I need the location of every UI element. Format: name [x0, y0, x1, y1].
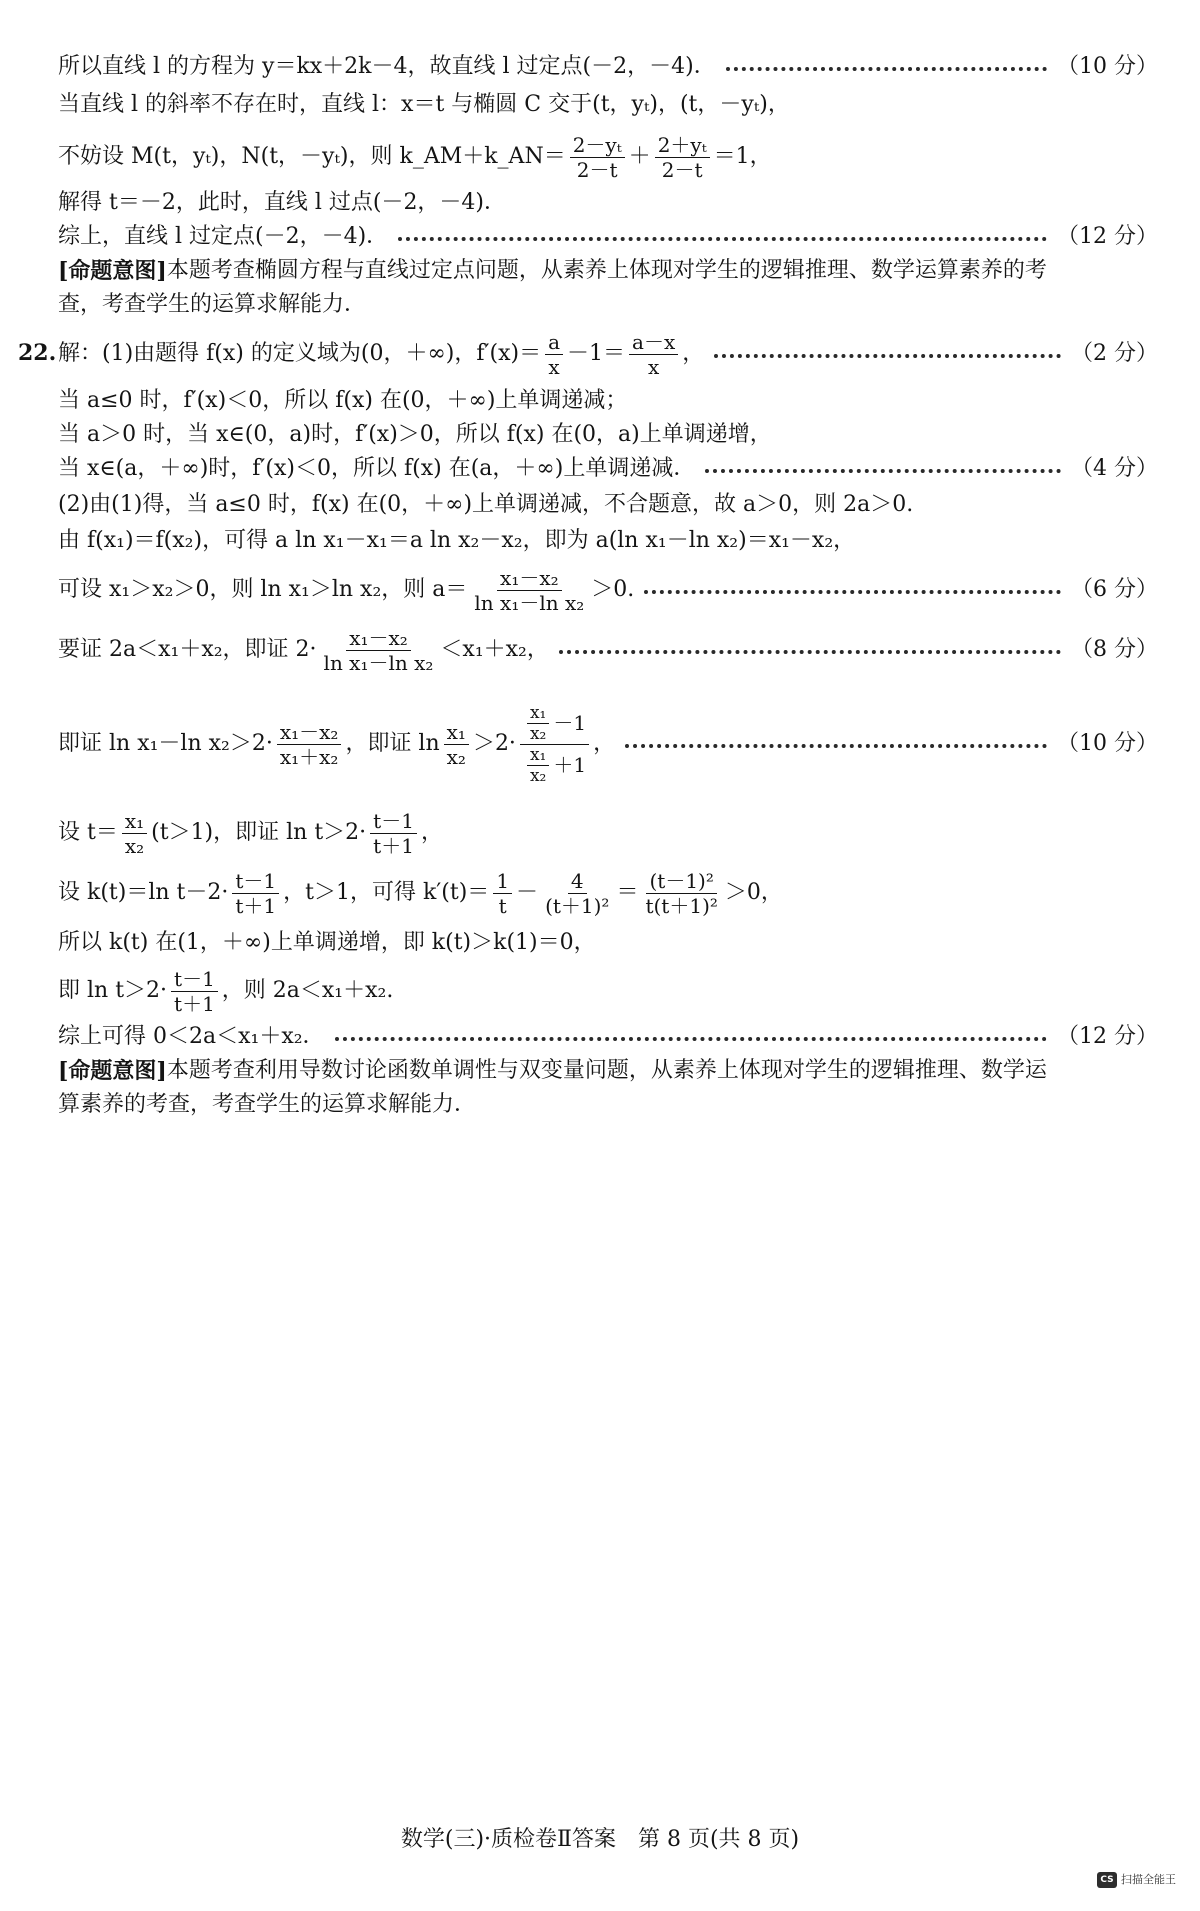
fraction-denominator: (t＋1)²: [545, 893, 610, 918]
dotted-leader: [714, 354, 1061, 358]
intent-note: [58, 1056, 1158, 1086]
solution-text: 所以直线 l 的方程为 y＝kx＋2k－4，故直线 l 过定点(－2，－4)．: [58, 54, 716, 79]
solution-line: [58, 52, 1158, 82]
score-label: （12 分）: [1057, 224, 1158, 249]
solution-text: ＞2·: [472, 731, 516, 756]
fraction-denominator: t＋1: [373, 833, 414, 858]
score-label: （6 分）: [1071, 577, 1158, 602]
solution-text: 算素养的考查，考查学生的运算求解能力．: [58, 1092, 477, 1117]
solution-text: －: [516, 880, 539, 905]
solution-text: ＞0.: [591, 577, 635, 602]
fraction-denominator: ln x₁－ln x₂: [323, 650, 434, 675]
score-label: （4 分）: [1071, 456, 1158, 481]
fraction-numerator: a－x: [629, 330, 678, 355]
fraction: [370, 809, 417, 858]
fraction-numerator: x₁: [444, 720, 469, 745]
solution-text: ＋1: [553, 753, 587, 777]
page-footer: 数学(三)·质检卷Ⅱ答案 第 8 页(共 8 页): [400, 1827, 800, 1852]
fraction: [444, 720, 469, 769]
compound-denominator: [520, 745, 589, 786]
fraction: [629, 330, 678, 379]
solution-text: 综上，直线 l 过定点(－2，－4)．: [58, 224, 389, 249]
solution-text: 不妨设 M(t，yₜ)，N(t，－yₜ)，则 k_AM＋k_AN＝: [58, 144, 566, 169]
solution-text: ＞0，: [724, 880, 783, 905]
solution-text: 由 f(x₁)＝f(x₂)，可得 a ln x₁－x₁＝a ln x₂－x₂，即为 a(ln x₁－ln x₂)＝x₁－x₂，: [58, 528, 856, 553]
fraction-numerator: t－1: [232, 869, 279, 894]
fraction: [542, 869, 612, 918]
fraction: [545, 330, 563, 379]
solution-text: 查，考查学生的运算求解能力．: [58, 292, 367, 317]
solution-line: [58, 132, 1158, 182]
fraction: [493, 869, 512, 918]
solution-line: [58, 490, 1158, 520]
solution-line: [58, 330, 1158, 378]
solution-text: 可设 x₁＞x₂＞0，则 ln x₁＞ln x₂，则 a＝: [58, 577, 468, 602]
solution-text: ＝: [616, 880, 639, 905]
scanner-logo-title: 扫描全能王: [1121, 1873, 1176, 1886]
solution-text: 当 x∈(a，＋∞)时，f′(x)＜0，所以 f(x) 在(a，＋∞)上单调递减．: [58, 456, 696, 481]
fraction-numerator: t－1: [370, 809, 417, 834]
scanner-logo: [1097, 1872, 1176, 1888]
solution-text: (2)由(1)得，当 a≤0 时，f(x) 在(0，＋∞)上单调递减，不合题意，故 a＞0，则 2a＞0.: [58, 492, 914, 517]
solution-text: ，即证 ln: [345, 731, 440, 756]
fraction-numerator: (t－1)²: [646, 869, 716, 894]
fraction-denominator: x: [647, 354, 660, 379]
solution-line: [58, 1022, 1158, 1052]
dotted-leader: [644, 590, 1061, 594]
intent-tag: [命题意图]: [58, 258, 167, 284]
score-label: （8 分）: [1071, 637, 1158, 662]
fraction-denominator: 2－t: [661, 157, 703, 182]
fraction-denominator: t(t＋1)²: [645, 893, 718, 918]
fraction-numerator: x₁－x₂: [346, 626, 411, 651]
solution-text: ＝1，: [713, 144, 772, 169]
solution-text: 设 t＝: [58, 820, 118, 845]
fraction-denominator: x: [548, 354, 560, 379]
fraction-denominator: t＋1: [174, 991, 215, 1016]
scanner-logo-text: [1121, 1874, 1176, 1886]
solution-line: [58, 90, 1158, 120]
scanner-badge-icon: CS: [1097, 1872, 1117, 1888]
dotted-leader: [625, 744, 1047, 748]
dotted-leader: [705, 469, 1061, 473]
solution-text: 综上可得 0＜2a＜x₁＋x₂．: [58, 1024, 325, 1049]
compound-fraction: [520, 703, 589, 786]
fraction-numerator: x₁: [527, 703, 549, 724]
score-label: （10 分）: [1057, 731, 1158, 756]
solution-text: 要证 2a＜x₁＋x₂，即证 2·: [58, 637, 317, 662]
solution-line: [58, 868, 1158, 918]
solution-text: 当 a＞0 时，当 x∈(0，a)时，f′(x)＞0，所以 f(x) 在(0，a)上单调递增，: [58, 422, 772, 447]
solution-text: ，则 2a＜x₁＋x₂.: [221, 978, 394, 1003]
solution-text: 设 k(t)＝ln t－2·: [58, 880, 229, 905]
fraction-denominator: x₂: [529, 723, 547, 744]
solution-text: 即 ln t＞2·: [58, 978, 168, 1003]
fraction: [642, 869, 720, 918]
solution-text: 所以 k(t) 在(1，＋∞)上单调递增，即 k(t)＞k(1)＝0，: [58, 930, 596, 955]
compound-numerator: [520, 703, 589, 745]
intent-note: [58, 1090, 1158, 1120]
solution-text: 解得 t＝－2，此时，直线 l 过点(－2，－4)．: [58, 190, 507, 215]
solution-text: 即证 ln x₁－ln x₂＞2·: [58, 731, 273, 756]
solution-text: ，: [420, 820, 443, 845]
solution-text: 解：(1)由题得 f(x) 的定义域为(0，＋∞)，f′(x)＝: [58, 341, 542, 366]
fraction: [655, 133, 710, 182]
fraction-numerator: 2＋yₜ: [655, 133, 710, 158]
solution-line: [58, 188, 1158, 218]
solution-line: [58, 222, 1158, 252]
fraction-denominator: x₁＋x₂: [279, 744, 339, 769]
fraction-numerator: x₁: [122, 809, 147, 834]
solution-text: 当直线 l 的斜率不存在时，直线 l：x＝t 与椭圆 C 交于(t，yₜ)，(t，－yₜ)，: [58, 92, 790, 117]
fraction-denominator: x₂: [529, 765, 547, 786]
intent-tag: [命题意图]: [58, 1058, 167, 1084]
solution-text: ＜x₁＋x₂，: [440, 637, 549, 662]
fraction-denominator: ln x₁－ln x₂: [474, 590, 585, 615]
fraction: [570, 133, 625, 182]
solution-text: －1＝: [567, 341, 626, 366]
fraction-denominator: x₂: [124, 833, 145, 858]
solution-line: [58, 386, 1158, 416]
fraction-numerator: a: [545, 330, 563, 355]
solution-line: [58, 928, 1158, 958]
solution-line: [58, 808, 1158, 858]
score-label: （12 分）: [1057, 1024, 1158, 1049]
fraction: [321, 626, 437, 675]
fraction-numerator: t－1: [171, 967, 218, 992]
score-label: （2 分）: [1071, 341, 1158, 366]
fraction: [471, 566, 587, 615]
solution-text: ，t＞1，可得 k′(t)＝: [283, 880, 490, 905]
fraction: [527, 745, 549, 786]
solution-line: [58, 420, 1158, 450]
solution-text: 本题考查利用导数讨论函数单调性与双变量问题，从素养上体现对学生的逻辑推理、数学运: [166, 1058, 1047, 1083]
fraction-denominator: x₂: [446, 744, 466, 769]
fraction: [232, 869, 279, 918]
solution-text: ，: [682, 341, 705, 366]
solution-line: [58, 966, 1158, 1016]
fraction-numerator: 4: [568, 869, 587, 894]
dotted-leader: [398, 237, 1047, 241]
fraction-numerator: x₁: [527, 745, 549, 766]
fraction-denominator: 2－t: [576, 157, 618, 182]
fraction: [527, 703, 549, 744]
dotted-leader: [559, 650, 1061, 654]
intent-note: [58, 290, 1158, 320]
intent-note: [58, 256, 1158, 286]
fraction-numerator: 1: [493, 869, 512, 894]
solution-line: [58, 454, 1158, 484]
solution-line: [58, 526, 1158, 556]
question-number: 22.: [18, 340, 57, 366]
dotted-leader: [726, 67, 1047, 71]
solution-text: 本题考查椭圆方程与直线过定点问题，从素养上体现对学生的逻辑推理、数学运算素养的考: [166, 258, 1047, 283]
solution-text: 当 a≤0 时，f′(x)＜0，所以 f(x) 在(0，＋∞)上单调递减；: [58, 388, 628, 413]
solution-text: ，: [593, 731, 616, 756]
fraction: [171, 967, 218, 1016]
fraction-numerator: x₁－x₂: [277, 720, 342, 745]
solution-text: －1: [553, 711, 587, 735]
solution-line: [58, 626, 1158, 674]
fraction-numerator: x₁－x₂: [497, 566, 562, 591]
fraction: [122, 809, 147, 858]
dotted-leader: [335, 1037, 1047, 1041]
solution-text: ＋: [628, 144, 651, 169]
fraction-numerator: 2－yₜ: [570, 133, 625, 158]
solution-line: [58, 692, 1158, 796]
solution-line: [58, 566, 1158, 614]
fraction: [277, 720, 342, 769]
solution-text: (t＞1)，即证 ln t＞2·: [151, 820, 367, 845]
fraction-denominator: t: [498, 893, 507, 918]
fraction-denominator: t＋1: [235, 893, 277, 918]
score-label: （10 分）: [1057, 54, 1158, 79]
